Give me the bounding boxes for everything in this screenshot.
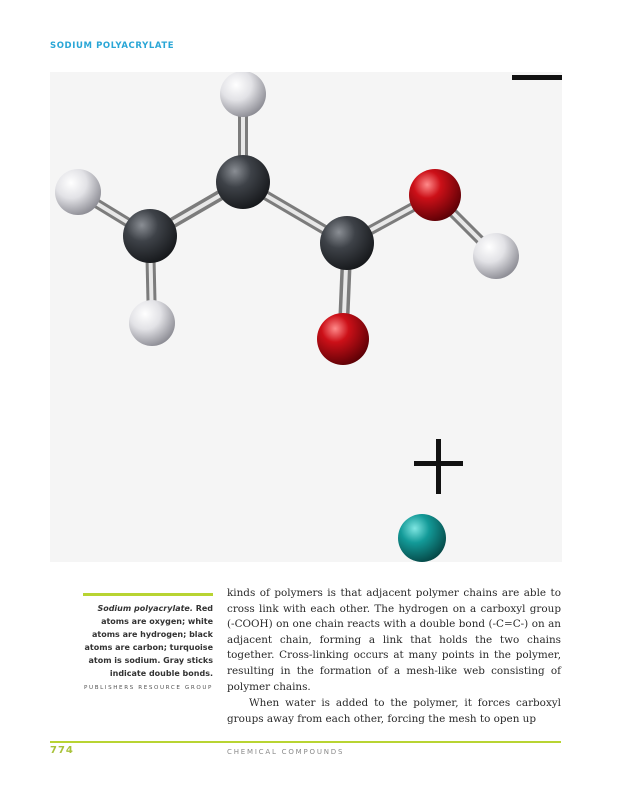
carbon-atom — [320, 216, 374, 270]
body-text — [227, 586, 561, 727]
caption-rule — [83, 593, 213, 596]
hydrogen-atom — [129, 300, 175, 346]
oxygen-atom — [409, 169, 461, 221]
running-head: SODIUM POLYACRYLATE — [50, 41, 175, 51]
oxygen-atom — [317, 313, 369, 365]
caption-text: Red atoms are oxygen; white atoms are hydrogen; black atoms are carbon; turquoise atom is sodium. Gray sticks indicate double bonds. — [84, 604, 213, 678]
carbon-atom — [123, 209, 177, 263]
hydrogen-atom — [473, 233, 519, 279]
carbon-atom — [216, 155, 270, 209]
running-foot: CHEMICAL COMPOUNDS — [227, 748, 345, 756]
sodium-atom — [398, 514, 446, 562]
caption-credit: PUBLISHERS RESOURCE GROUP — [84, 685, 213, 691]
figure-caption — [83, 602, 213, 695]
plus-sign-vertical — [436, 439, 441, 494]
body-paragraph: kinds of polymers is that adjacent polymer chains are able to cross link with each other. The hydrogen on a carboxyl group (-COOH) on one chain reacts with a double bond (-C=C-) on an adjacent chain, forming a link that holds the two chains together. Cross-linking occurs at many points in the polymer, resulting in the formation of a mesh-like web consisting of polymer chains. — [227, 587, 561, 693]
hydrogen-atom — [55, 169, 101, 215]
minus-sign — [512, 75, 562, 80]
molecule-figure — [50, 72, 562, 562]
hydrogen-atom — [220, 72, 266, 117]
atoms — [55, 72, 519, 562]
footer-rule — [50, 741, 561, 743]
molecule-diagram — [50, 72, 562, 562]
page-number: 774 — [50, 745, 74, 756]
caption-title: Sodium polyacrylate. — [97, 604, 193, 613]
body-paragraph: When water is added to the polymer, it forces carboxyl groups away from each other, forcing the mesh to open up — [227, 697, 561, 725]
